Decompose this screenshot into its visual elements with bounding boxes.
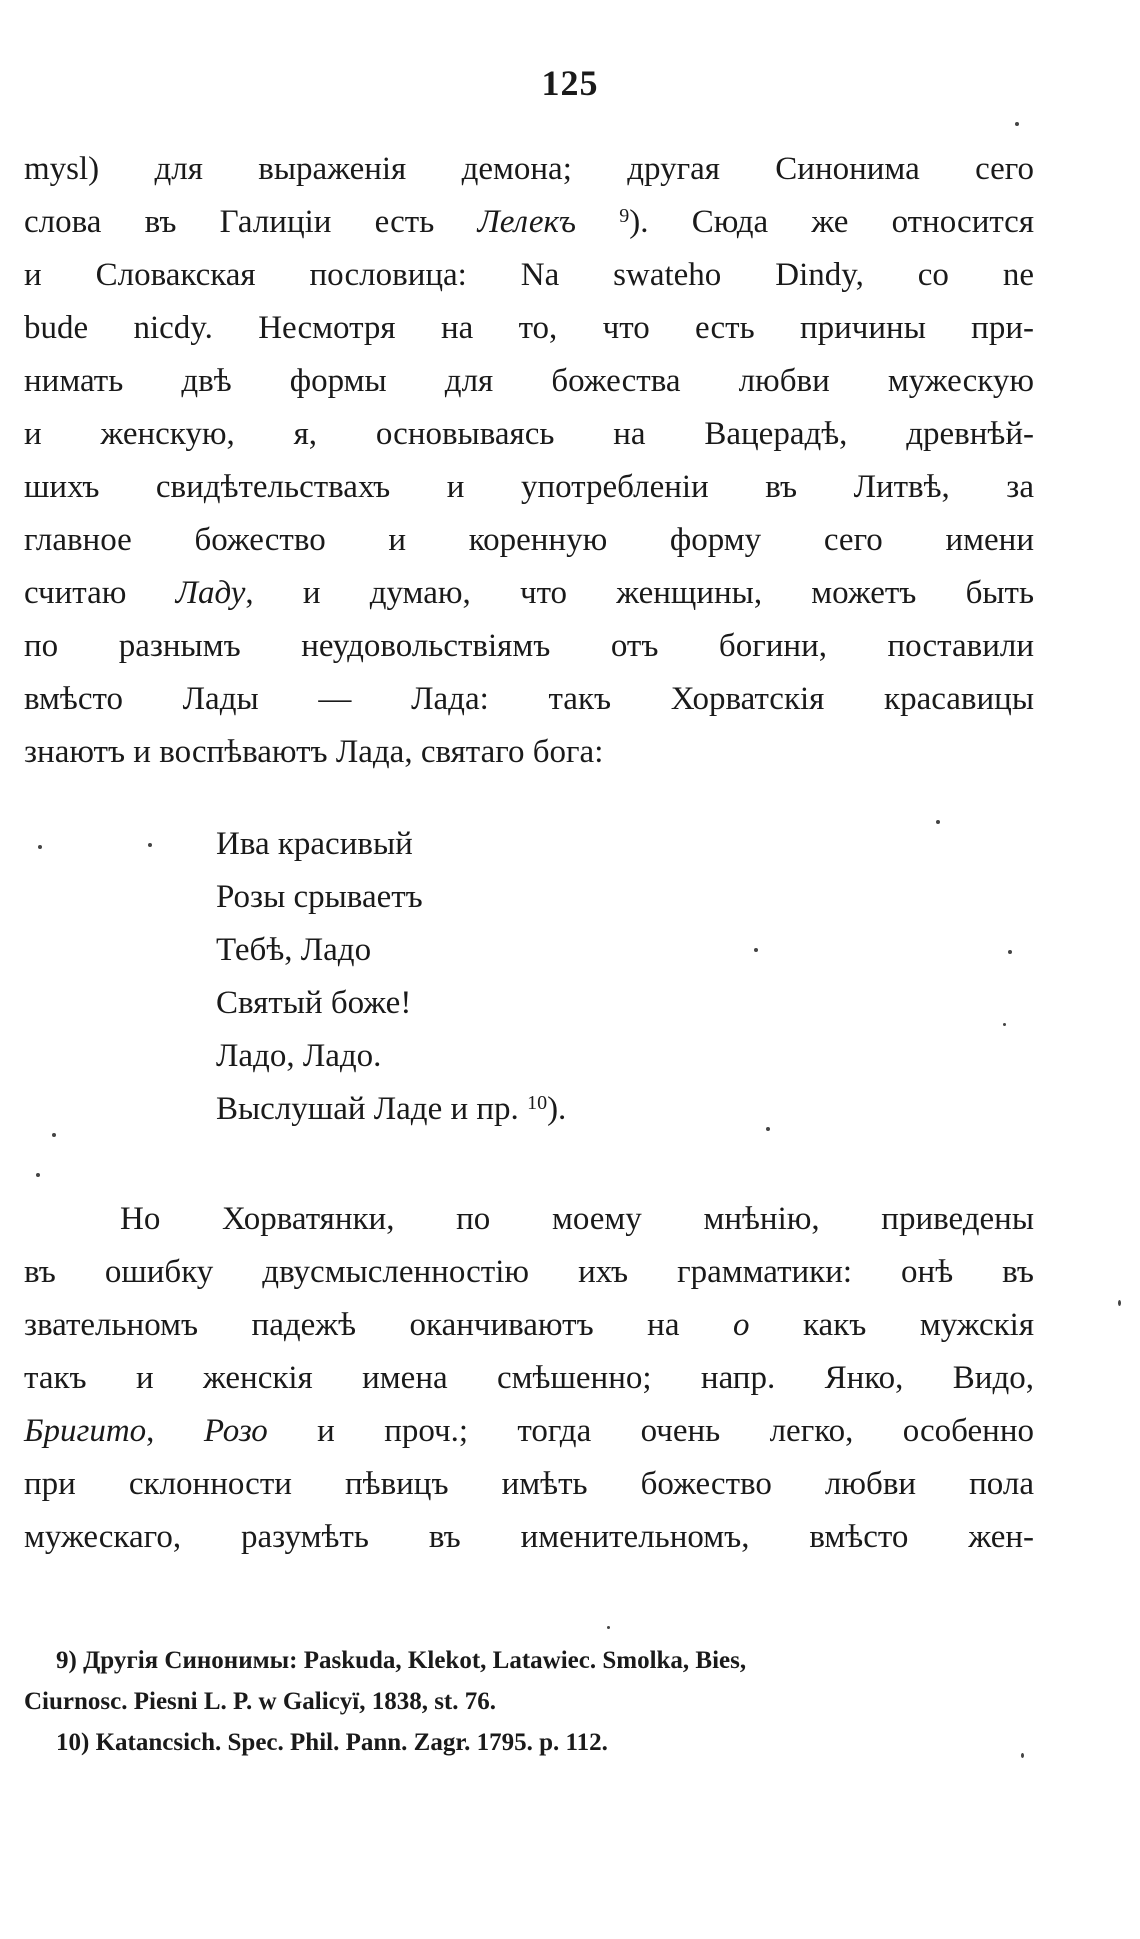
poem-verse: Святый боже! xyxy=(216,985,412,1021)
print-speck xyxy=(1118,1300,1121,1306)
text-line-start: звательномъ падежѣ оканчиваютъ на xyxy=(24,1307,733,1343)
text-line-start: слова въ Галиціи есть xyxy=(24,204,478,240)
text-line: mysl) для выраженія демона; другая Синонима сего xyxy=(24,151,1034,187)
paragraph-2 xyxy=(24,1193,1034,1564)
text-line: мужескаго, разумѣть въ именительномъ, вмѣсто жен- xyxy=(24,1519,1034,1555)
poem-verse: Тебѣ, Ладо xyxy=(216,932,372,968)
print-speck xyxy=(607,1626,610,1629)
text-line xyxy=(24,567,1034,620)
print-speck xyxy=(1003,1023,1006,1026)
text-line: знаютъ и воспѣваютъ Лада, святаго бога: xyxy=(24,734,604,770)
print-speck xyxy=(754,948,758,952)
text-line: въ ошибку двусмысленностію ихъ грамматики: онѣ въ xyxy=(24,1254,1034,1290)
poem-verse xyxy=(216,1083,566,1136)
paragraph-1 xyxy=(24,143,1034,779)
print-speck xyxy=(38,845,42,849)
text-line: нимать двѣ формы для божества любви мужескую xyxy=(24,363,1034,399)
text-line-end: , и думаю, что женщины, можетъ быть xyxy=(245,575,1035,611)
text-line: такъ и женскія имена смѣшенно; напр. Янко, Видо, xyxy=(24,1360,1034,1396)
text-line: и женскую, я, основываясь на Вацерадѣ, древнѣй- xyxy=(24,416,1034,452)
italic-word: Ладу xyxy=(175,575,246,611)
print-speck xyxy=(52,1133,56,1137)
poem-verse-text: Выслушай Ладе и пр. xyxy=(216,1091,528,1127)
text-line xyxy=(24,196,1034,249)
text-line-end: и проч.; тогда очень легко, особенно xyxy=(267,1413,1035,1449)
footnote-10: 10) Katancsich. Spec. Phil. Pann. Zagr. 1795. p. 112. xyxy=(56,1729,608,1756)
print-speck xyxy=(1021,1753,1024,1758)
print-speck xyxy=(1015,122,1019,126)
poem-quote xyxy=(216,818,566,1136)
italic-word: Бригито xyxy=(24,1413,147,1449)
text-line: шихъ свидѣтельствахъ и употребленіи въ Литвѣ, за xyxy=(24,469,1034,505)
poem-verse: Ива красивый xyxy=(216,826,413,862)
text-line: по разнымъ неудовольствіямъ отъ богини, поставили xyxy=(24,628,1034,664)
text-line: главное божество и коренную форму сего имени xyxy=(24,522,1034,558)
text-line-end: ). Сюда же относится xyxy=(629,204,1034,240)
print-speck xyxy=(936,820,940,824)
footnotes xyxy=(24,1640,1034,1763)
poem-verse: Ладо, Ладо. xyxy=(216,1038,382,1074)
print-speck xyxy=(36,1173,40,1177)
print-speck xyxy=(148,843,152,847)
text-line-end: какъ мужскія xyxy=(749,1307,1034,1343)
print-speck xyxy=(1008,950,1012,954)
footnote-ref: 10 xyxy=(527,1092,548,1114)
italic-word: о xyxy=(733,1307,750,1343)
italic-word: Лелекъ xyxy=(477,204,577,240)
text-line: вмѣсто Лады — Лада: такъ Хорватскія красавицы xyxy=(24,681,1034,717)
poem-verse-close: ). xyxy=(547,1091,567,1127)
text-line: при склонности пѣвицъ имѣть божество любви пола xyxy=(24,1466,1034,1502)
text-line: bude nicdy. Несмотря на то, что есть причины при- xyxy=(24,310,1034,346)
footnote-9: 9) Другія Синонимы: Paskuda, Klekot, Latawiec. Smolka, Bies, xyxy=(56,1647,747,1674)
footnote-9-continued: Ciurnosc. Piesni L. P. w Galicyï, 1838, st. 76. xyxy=(24,1688,497,1715)
text-line: и Словакская пословица: Na swateho Dindy, со ne xyxy=(24,257,1034,293)
text-line-start: считаю xyxy=(24,575,176,611)
text-line xyxy=(24,1405,1034,1458)
footnote-ref: 9 xyxy=(619,205,630,227)
separator: , xyxy=(146,1413,204,1449)
page-number: 125 xyxy=(541,63,599,103)
print-speck xyxy=(766,1127,770,1131)
italic-word: Розо xyxy=(203,1413,268,1449)
poem-verse: Розы срываетъ xyxy=(216,879,423,915)
text-line xyxy=(24,1299,1034,1352)
text-line: Но Хорватянки, по моему мнѣнію, приведены xyxy=(120,1201,1034,1237)
